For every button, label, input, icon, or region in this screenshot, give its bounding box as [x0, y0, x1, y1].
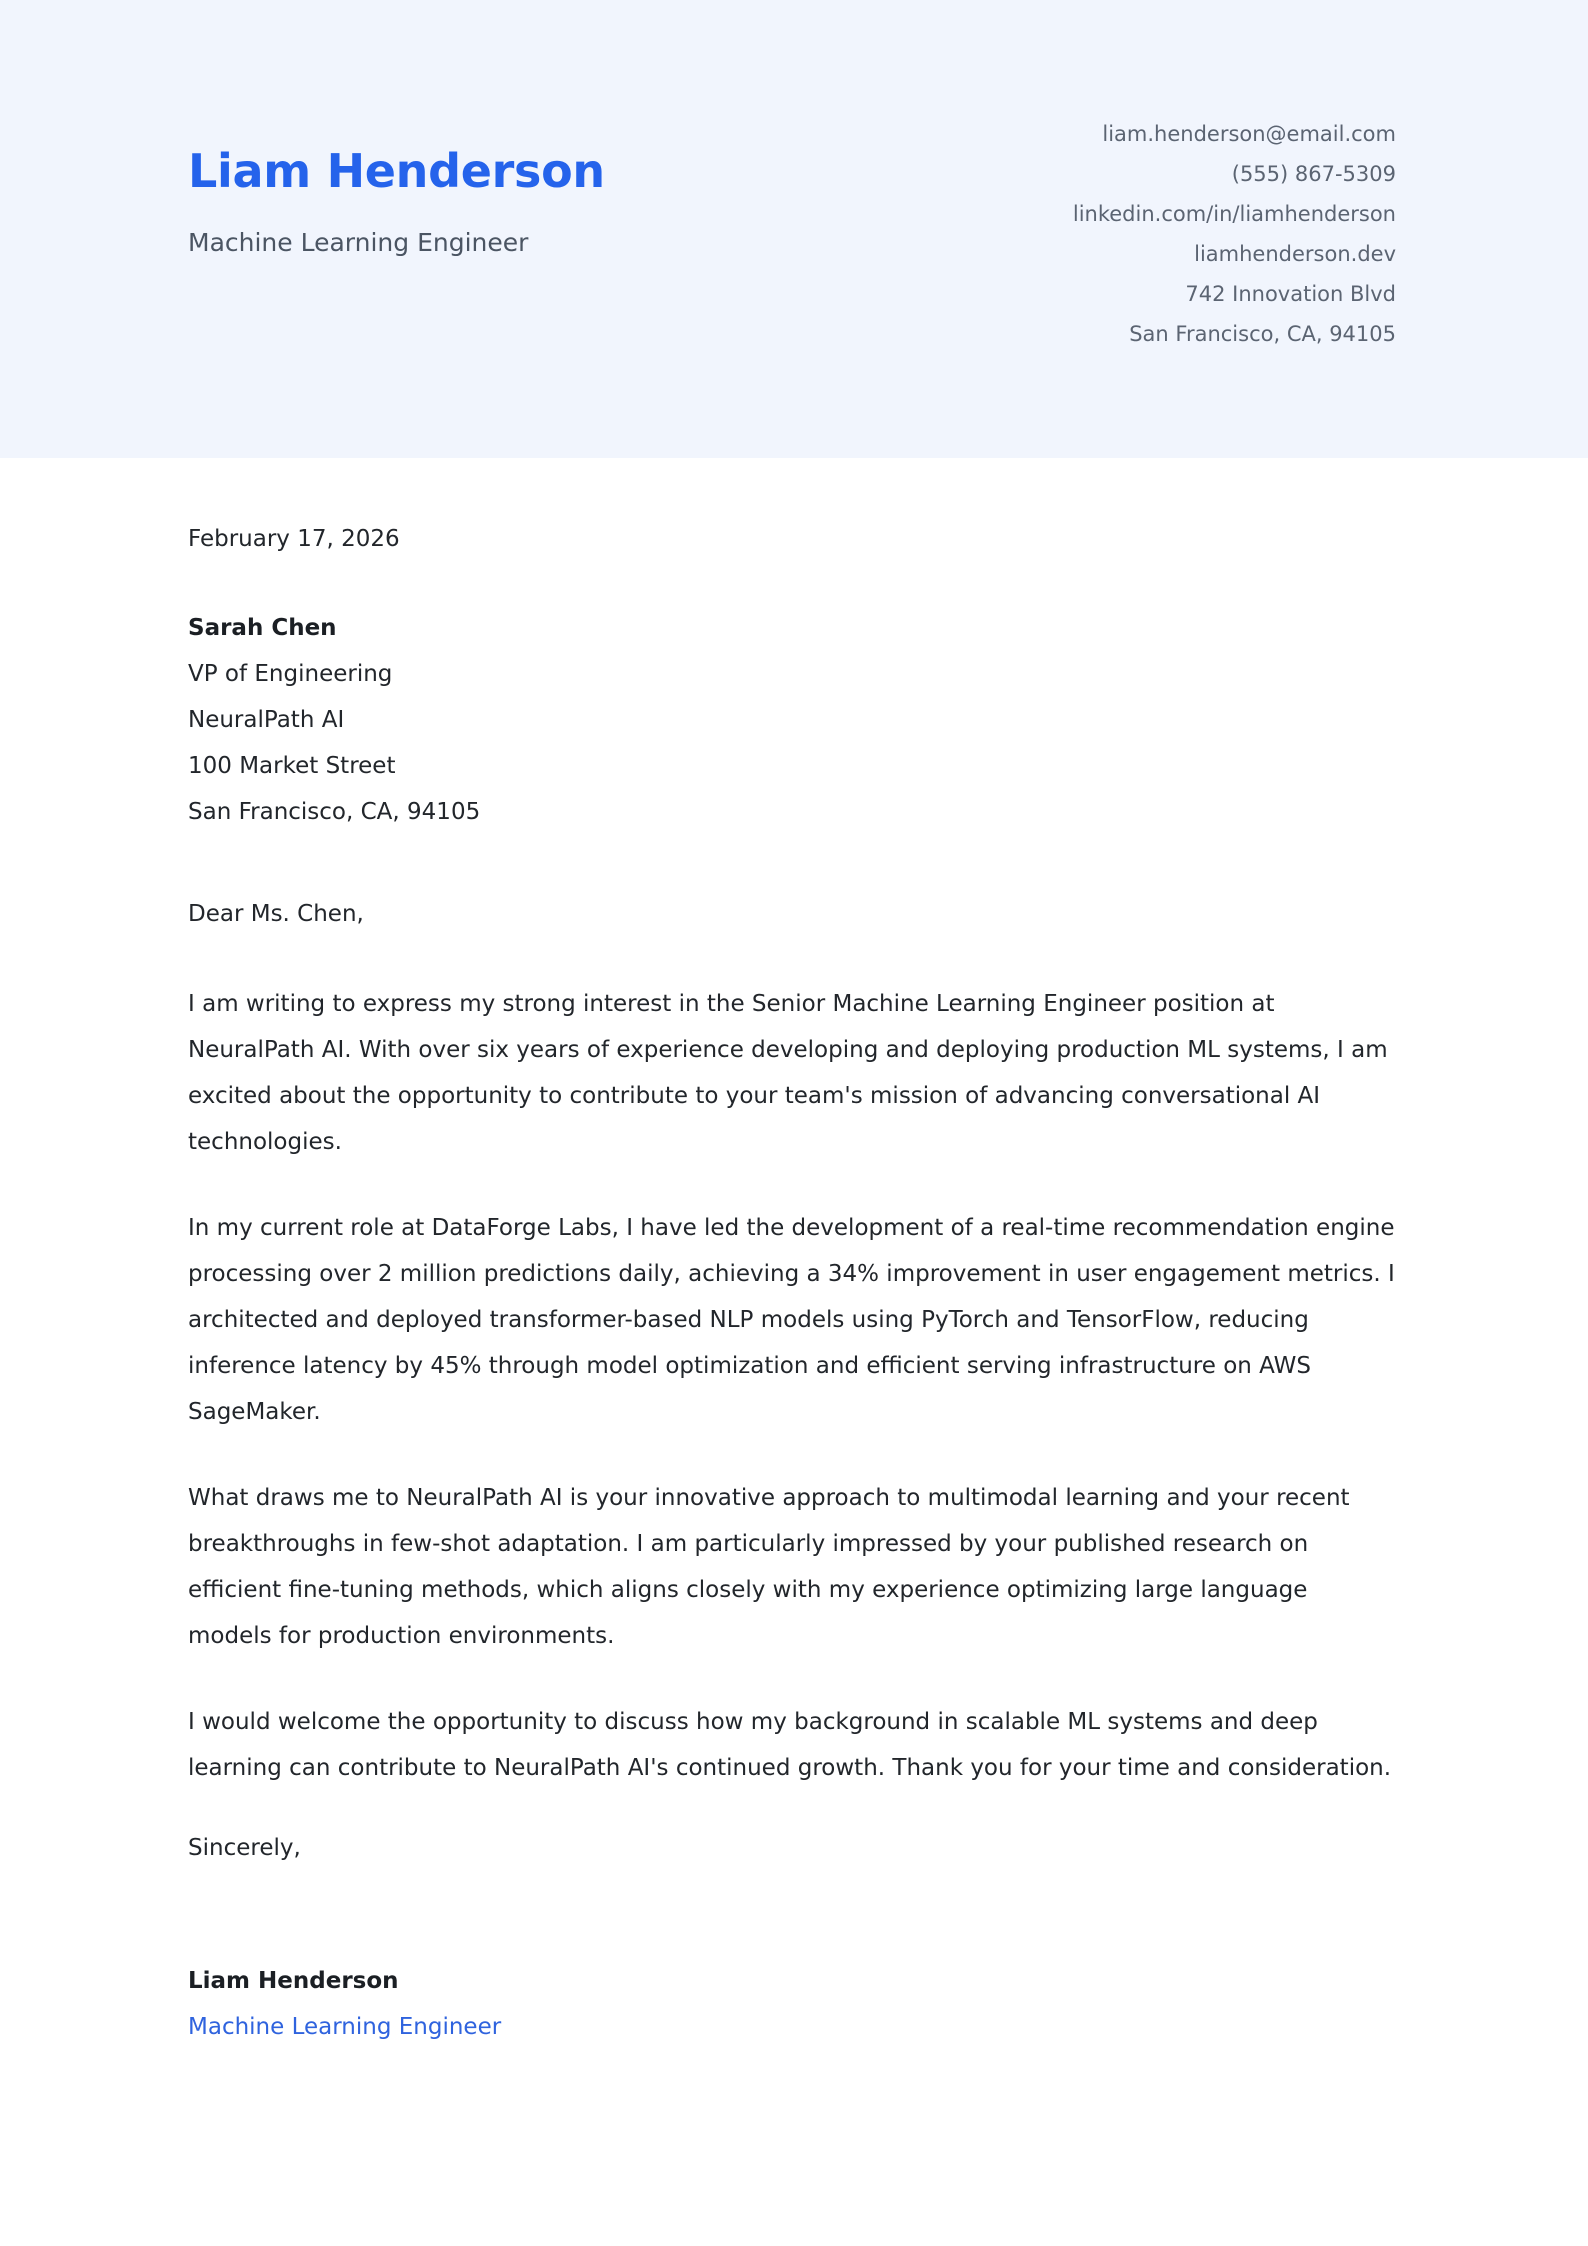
contact-street: 742 Innovation Blvd [1185, 282, 1396, 306]
letter-paragraph-2: In my current role at DataForge Labs, I have led the development of a real-time recommendation engine processing over 2 million predictions daily, achieving a 34% improvement in user engagement metrics. I architected and deployed transformer-based NLP models using PyTorch and TensorFlow, reducing inference latency by 45% through model optimization and efficient serving infrastructure on AWS SageMaker. [188, 1215, 1395, 1425]
letter-date: February 17, 2026 [188, 526, 400, 552]
recipient-name: Sarah Chen [188, 614, 337, 641]
letter-paragraph-4: I would welcome the opportunity to discuss how my background in scalable ML systems and deep learning can contribute to NeuralPath AI's continued growth. Thank you for your time and consideration. [188, 1709, 1392, 1781]
sender-job-title: Machine Learning Engineer [188, 227, 529, 257]
recipient-company: NeuralPath AI [188, 706, 345, 733]
contact-phone[interactable]: (555) 867-5309 [1231, 162, 1396, 186]
letter-paragraph-3: What draws me to NeuralPath AI is your innovative approach to multimodal learning and your recent breakthroughs in few-shot adaptation. I am particularly impressed by your published research on efficient fine-tuning methods, which aligns closely with my experience optimizing large language models for production environments. [188, 1485, 1350, 1649]
recipient-city-state-zip: San Francisco, CA, 94105 [188, 798, 481, 825]
closing-salutation: Sincerely, [188, 1835, 301, 1861]
letter-body [0, 458, 1588, 2050]
recipient-block [188, 605, 1396, 835]
signature-title: Machine Learning Engineer [188, 2013, 502, 2040]
contact-city-state-zip: San Francisco, CA, 94105 [1129, 322, 1396, 346]
sender-name: Liam Henderson [188, 144, 605, 198]
letter-header [0, 0, 1588, 458]
signature-name: Liam Henderson [188, 1967, 399, 1994]
recipient-street: 100 Market Street [188, 752, 396, 779]
signature-block [188, 1958, 1396, 2050]
contact-block [1073, 108, 1396, 354]
contact-linkedin[interactable]: linkedin.com/in/liamhenderson [1072, 202, 1396, 226]
salutation: Dear Ms. Chen, [188, 900, 364, 927]
recipient-title: VP of Engineering [188, 660, 393, 687]
sender-identity [188, 108, 605, 259]
contact-website[interactable]: liamhenderson.dev [1194, 242, 1396, 266]
contact-email[interactable]: liam.henderson@email.com [1102, 122, 1396, 146]
letter-paragraph-1: I am writing to express my strong interest in the Senior Machine Learning Engineer position at NeuralPath AI. With over six years of experience developing and deploying production ML systems, I am excited about the opportunity to contribute to your team's mission of advancing conversational AI technologies. [188, 991, 1388, 1155]
